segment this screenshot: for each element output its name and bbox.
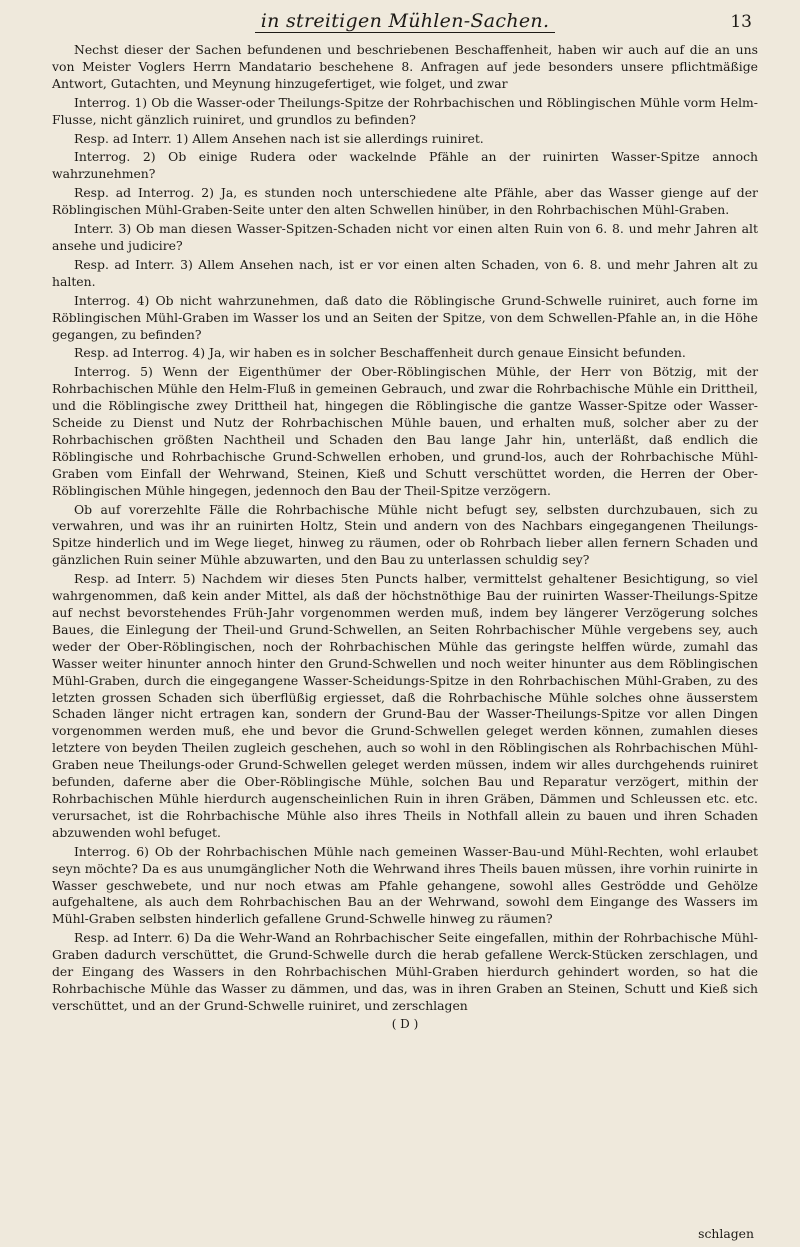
intro-paragraph: Nechst dieser der Sachen befundenen und beschriebenen Beschaffenheit, haben wir auch auf die an uns von Meister Voglers Herrn Mandatario beschehene 8. Anfragen auf jede besonders unsere pflichtmäßige Antwort, Gutachten, und Meynung hinzugefertiget, wie folget, und zwar — [52, 42, 758, 91]
running-head: in streitigen Mühlen-Sachen. — [255, 8, 556, 33]
interrogatory-1: Interrog. 1) Ob die Wasser-oder Theilungs-Spitze der Rohrbachischen und Röblingischen Mühle vorm Helm-Flusse, nicht gänzlich ruiniret, und grundlos zu befinden? — [52, 94, 758, 127]
page-number: 13 — [730, 12, 752, 32]
interrogatory-2: Interrog. 2) Ob einige Rudera oder wackelnde Pfähle an der ruinirten Wasser-Spitze annoch wahrzunehmen? — [52, 149, 758, 182]
interrogatory-5-continued: Ob auf vorerzehlte Fälle die Rohrbachische Mühle nicht befugt sey, selbsten durchzubauen, sich zu verwahren, und was ihr an ruinirten Holtz, Stein und andern von des Nachbars eingegangenen Theilungs-Spitze hinderlich und im Wege lieget, hinweg zu räumen, oder ob Rohrbach lieber allen fernern Schaden und gänzlichen Ruin seiner Mühle abzuwarten, und den Bau zu unterlassen schuldig sey? — [52, 501, 758, 568]
catchword: schlagen — [698, 1226, 754, 1241]
interrogatory-4: Interrog. 4) Ob nicht wahrzunehmen, daß dato die Röblingische Grund-Schwelle ruiniret, auch forne im Röblingischen Mühl-Graben im Wasser los und an Seiten der Spitze, von dem Schwellen-Pfahle an, in die Höhe gegangen, zu befinden? — [52, 292, 758, 342]
signature-mark: ( D ) — [391, 1016, 419, 1031]
response-6: Resp. ad Interr. 6) Da die Wehr-Wand an Rohrbachischer Seite eingefallen, mithin der Rohrbachische Mühl-Graben dadurch verschüttet, die Grund-Schwelle durch die herab gefallene Werck-Stücken zerschlagen, und der Eingang des Wassers in den Rohrbachischen Mühl-Graben hierdurch gehindert worden, so hat die Rohrbachische Mühle das Wasser zu dämmen, und das, was in ihren Graben an Steinen, Schutt und Kieß sich verschüttet, und an der Grund-Schwelle ruiniret, und zerschlagen — [52, 930, 758, 1013]
interrogatory-5: Interrog. 5) Wenn der Eigenthümer der Ober-Röblingischen Mühle, der Herr von Bötzig, mit der Rohrbachischen Mühle den Helm-Fluß in gemeinen Gebrauch, und zwar die Rohrbachische Mühle ein Drittheil, und die Röblingische zwey Drittheil hat, hingegen die Röblingische die gantze Wasser-Spitze oder Wasser-Scheide zu Dienst und Nutz der Rohrbachischen Mühle bauen, und erhalten muß, solcher aber zu der Rohrbachischen größten Nachtheil und Schaden den Bau lange Jahr hin, unterläßt, daß endlich die Röblingische und Rohrbachische Grund-Schwellen erhoben, und grund-los, auch der Rohrbachische Mühl-Graben vom Einfall der Wehrwand, Steinen, Kieß und Schutt verschüttet worden, die Herren der Ober-Röblingischen Mühle hingegen, jedennoch den Bau der Theil-Spitze verzögern. — [52, 364, 758, 498]
page-header — [52, 8, 758, 38]
interrogatory-6: Interrog. 6) Ob der Rohrbachischen Mühle nach gemeinen Wasser-Bau-und Mühl-Rechten, wohl erlaubet seyn möchte? Da es aus unumgänglicher Noth die Wehrwand ihres Theils bauen müssen, ihre vorhin ruinirte in Wasser geschwebete, und nur noch etwas am Pfahle gehangene, sowohl alles Geströdde und Gehölze aufgehaltene, als auch dem Rohrbachischen Bau an der Wehrwand, sowohl dem Eingange des Wassers im Mühl-Graben selbsten hinderlich gefallene Grund-Schwelle hinweg zu räumen? — [52, 843, 758, 927]
response-1: Resp. ad Interr. 1) Allem Ansehen nach ist sie allerdings ruiniret. — [74, 130, 484, 146]
body-text — [52, 42, 758, 1015]
response-3: Resp. ad Interr. 3) Allem Ansehen nach, ist er vor einen alten Schaden, von 6. 8. und mehr Jahren alt zu halten. — [52, 256, 758, 289]
response-2: Resp. ad Interrog. 2) Ja, es stunden noch unterschiedene alte Pfähle, aber das Wasser gienge auf der Röblingischen Mühl-Graben-Seite unter den alten Schwellen hinüber, in den Rohrbachischen Mühl-Graben. — [52, 185, 758, 218]
response-5: Resp. ad Interr. 5) Nachdem wir dieses 5ten Puncts halber, vermittelst gehaltener Besichtigung, so viel wahrgenommen, daß kein ander Mittel, als daß der höchstnöthige Bau der ruinirten Wasser-Theilungs-Spitze auf nechst bevorstehendes Früh-Jahr vorgenommen werden muß, indem bey längerer Verzögerung solches Baues, die Einlegung der Theil-und Grund-Schwellen, an Seiten Rohrbachischer Mühle vergebens sey, auch weder der Ober-Röblingischen, noch der Rohrbachischen Mühle das geringste helffen würde, zumahl das Wasser weiter hinunter annoch hinter den Grund-Schwellen und noch weiter hinunter aus dem Röblingischen Mühl-Graben, durch die eingegangene Wasser-Scheidungs-Spitze in den Rohrbachischen Mühl-Graben, zu des letzten grossen Schaden sich überflüßig ergiesset, daß die Rohrbachische Mühle solches ohne äusserstem Schaden länger nicht ertragen kan, sondern der Grund-Bau der Wasser-Theilungs-Spitze vor allen Dingen vorgenommen werden muß, ehe und bevor die Grund-Schwellen geleget werden können, zumahlen dieses letztere von beyden Theilen zugleich geschehen, auch so wohl in den Röblingischen als Rohrbachischen Mühl-Graben neue Theilungs-oder Grund-Schwellen geleget werden müssen, indem wir alles durchgehends ruiniret befunden, daferne aber die Ober-Röblingische Mühle, solchen Bau und Reparatur verzögert, mithin der Rohrbachischen Mühle hierdurch augenscheinlichen Ruin in ihren Gräben, Dämmen und Schleussen etc. etc. verursachet, ist die Rohrbachische Mühle also ihres Theils in Nothfall allein zu bauen und ihren Schaden abzuwenden wohl befuget. — [52, 571, 758, 840]
response-4: Resp. ad Interrog. 4) Ja, wir haben es in solcher Beschaffenheit durch genaue Einsicht befunden. — [74, 345, 686, 361]
interrogatory-3: Interr. 3) Ob man diesen Wasser-Spitzen-Schaden nicht vor einen alten Ruin von 6. 8. und mehr Jahren alt ansehe und judicire? — [52, 221, 758, 253]
